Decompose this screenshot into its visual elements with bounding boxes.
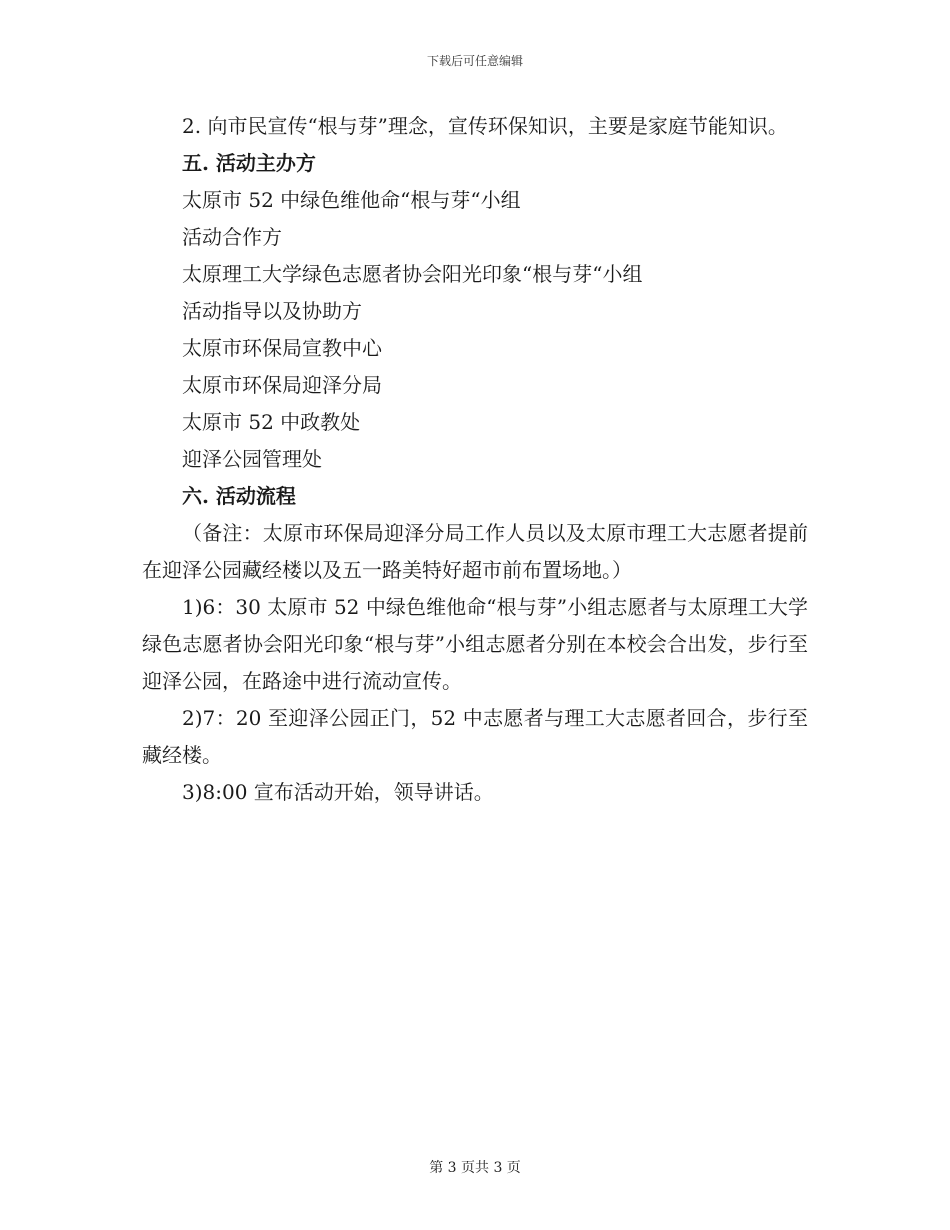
guide-item: 太原市环保局宣教中心 bbox=[182, 336, 382, 360]
section-heading-organizer: 五. 活动主办方 bbox=[182, 151, 316, 175]
process-step-1: 1)6：30 太原市 52 中绿色维他命“根与芽”小组志愿者与太原理工大学绿色志愿者协会阳光印象“根与芽”小组志愿者分别在本校会合出发，步行至迎泽公园，在路途中进行流动宣传。 bbox=[142, 595, 808, 693]
section-heading-process: 六. 活动流程 bbox=[182, 484, 296, 508]
guide-item: 太原市 52 中政教处 bbox=[182, 410, 361, 434]
guide-label: 活动指导以及协助方 bbox=[182, 299, 362, 323]
cooperator-name: 太原理工大学绿色志愿者协会阳光印象“根与芽“小组 bbox=[182, 262, 643, 286]
guide-item: 迎泽公园管理处 bbox=[182, 447, 322, 471]
page-header: 下载后可任意编辑 bbox=[426, 54, 523, 68]
paragraph-item-2: 2. 向市民宣传“根与芽”理念，宣传环保知识，主要是家庭节能知识。 bbox=[182, 114, 788, 138]
process-note: （备注：太原市环保局迎泽分局工作人员以及太原市理工大志愿者提前在迎泽公园藏经楼以及五一路美特好超市前布置场地。） bbox=[142, 521, 808, 582]
process-step-3: 3)8:00 宣布活动开始，领导讲话。 bbox=[182, 780, 494, 804]
cooperator-label: 活动合作方 bbox=[182, 225, 282, 249]
guide-item: 太原市环保局迎泽分局 bbox=[182, 373, 382, 397]
page-footer: 第 3 页共 3 页 bbox=[429, 1160, 521, 1176]
document-body bbox=[142, 108, 808, 811]
organizer-name: 太原市 52 中绿色维他命“根与芽“小组 bbox=[182, 188, 521, 212]
process-step-2: 2)7：20 至迎泽公园正门，52 中志愿者与理工大志愿者回合，步行至藏经楼。 bbox=[142, 706, 808, 767]
